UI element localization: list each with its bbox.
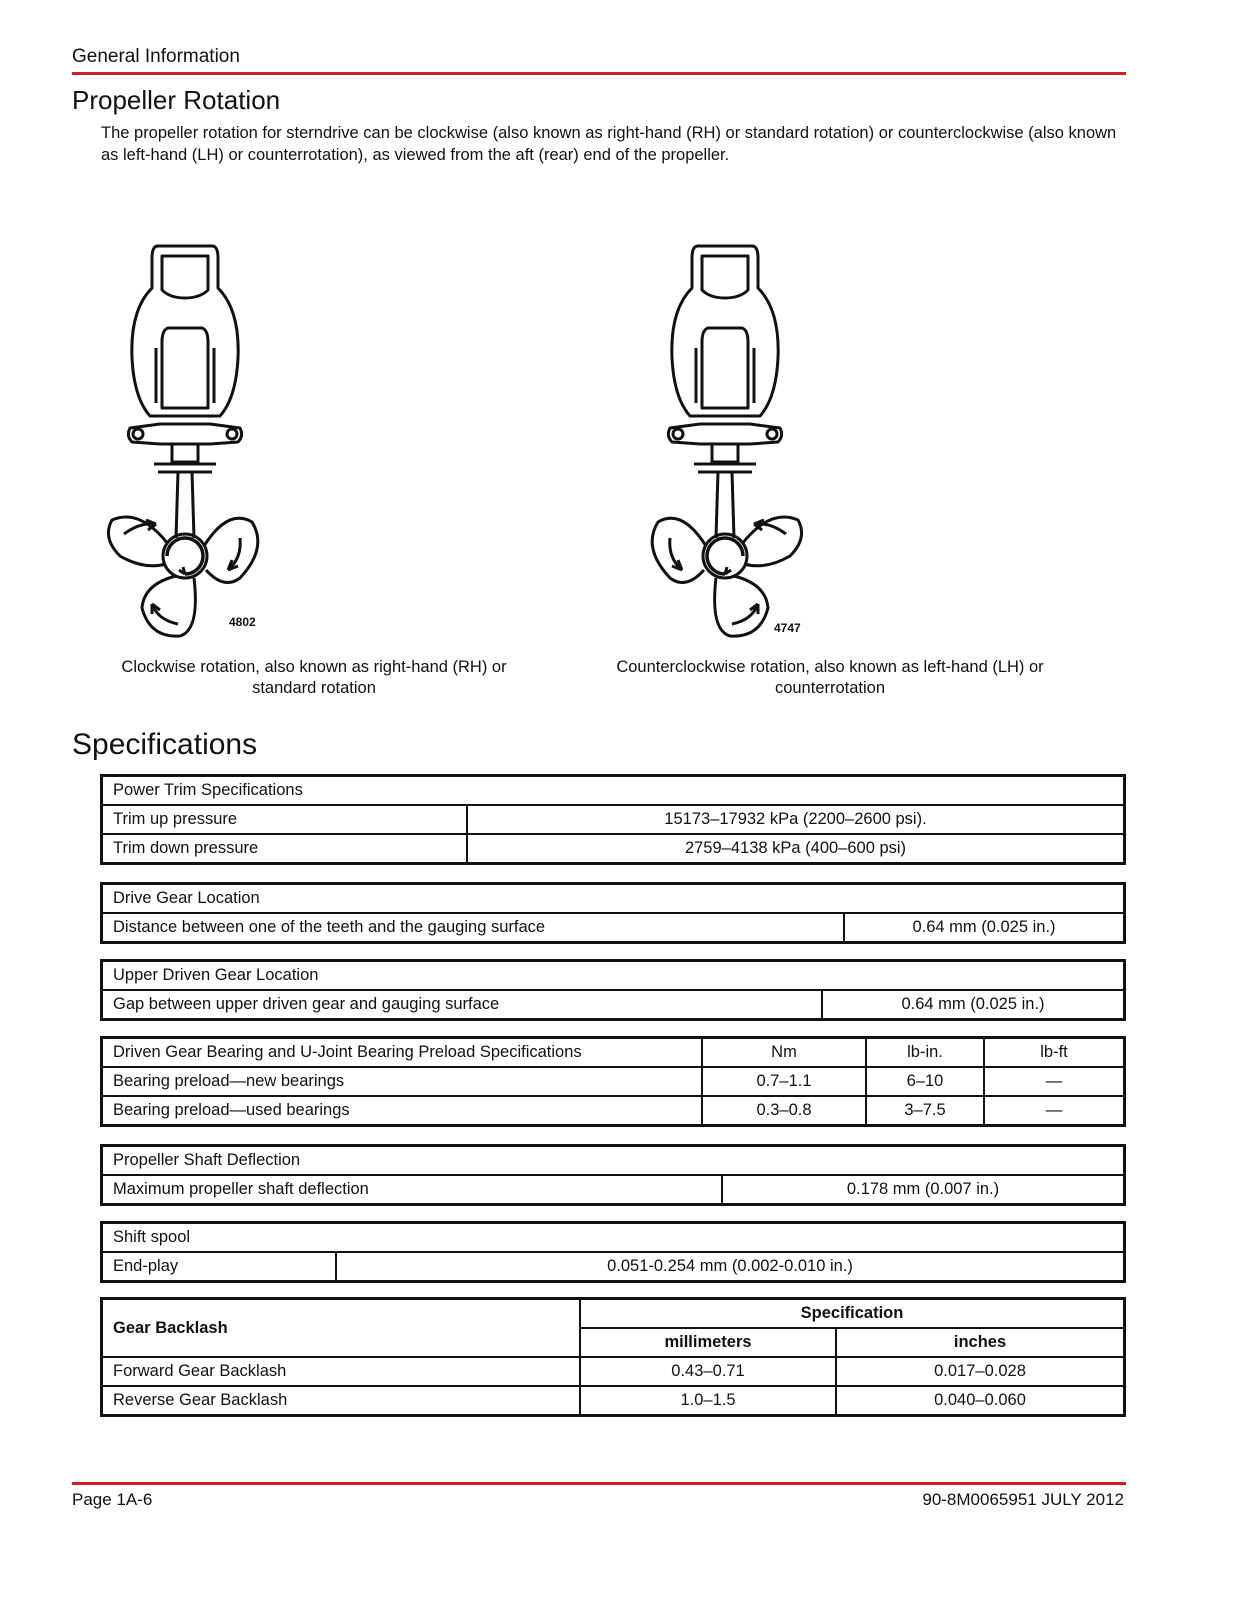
preload-used-lbin: 3–7.5	[866, 1096, 984, 1126]
table-row	[102, 834, 1125, 864]
figure-caption-ccw	[580, 657, 1080, 699]
shaft-value: 0.178 mm (0.007 in.)	[722, 1175, 1125, 1205]
drive-gear-table	[100, 882, 1126, 944]
table-row	[102, 1386, 1125, 1416]
preload-new-label: Bearing preload—new bearings	[102, 1067, 703, 1096]
forward-backlash-label: Forward Gear Backlash	[102, 1357, 581, 1386]
upper-driven-title: Upper Driven Gear Location	[102, 961, 1125, 991]
preload-col-lbin: lb-in.	[866, 1038, 984, 1068]
caption-ccw-line1: Counterclockwise rotation, also known as left-hand (LH) or	[616, 658, 1044, 676]
table-row	[102, 805, 1125, 834]
figure-number-cw: 4802	[229, 615, 256, 629]
trim-up-label: Trim up pressure	[102, 805, 468, 834]
document-id: 90-8M0065951 JULY 2012	[922, 1490, 1124, 1509]
trim-down-value: 2759–4138 kPa (400–600 psi)	[467, 834, 1125, 864]
backlash-col-in: inches	[836, 1328, 1125, 1357]
preload-col-nm: Nm	[702, 1038, 866, 1068]
spool-value: 0.051-0.254 mm (0.002-0.010 in.)	[336, 1252, 1125, 1282]
power-trim-table	[100, 774, 1126, 865]
footer-rule	[72, 1482, 1126, 1485]
clockwise-propeller-figure	[100, 238, 270, 643]
clockwise-drive-illustration	[100, 238, 270, 643]
preload-title: Driven Gear Bearing and U-Joint Bearing Preload Specifications	[102, 1038, 703, 1068]
preload-new-nm: 0.7–1.1	[702, 1067, 866, 1096]
trim-up-value: 15173–17932 kPa (2200–2600 psi).	[467, 805, 1125, 834]
table-row	[102, 1357, 1125, 1386]
shaft-deflection-table	[100, 1144, 1126, 1206]
shaft-title: Propeller Shaft Deflection	[102, 1146, 1125, 1176]
rotation-title: Propeller Rotation	[72, 85, 281, 115]
reverse-backlash-in: 0.040–0.060	[836, 1386, 1125, 1416]
specifications-title: Specifications	[72, 728, 258, 761]
caption-ccw-line2: counterrotation	[774, 679, 886, 697]
page-number: Page 1A-6	[72, 1490, 153, 1509]
table-row	[102, 1252, 1125, 1282]
table-row	[102, 1175, 1125, 1205]
table-row	[102, 1067, 1125, 1096]
table-row	[102, 1096, 1125, 1126]
preload-table	[100, 1036, 1126, 1127]
shift-spool-table	[100, 1221, 1126, 1283]
preload-used-lbft: —	[984, 1096, 1125, 1126]
table-row	[102, 990, 1125, 1020]
spool-label: End-play	[102, 1252, 337, 1282]
backlash-col-mm: millimeters	[580, 1328, 836, 1357]
upper-driven-label: Gap between upper driven gear and gauging surface	[102, 990, 823, 1020]
forward-backlash-mm: 0.43–0.71	[580, 1357, 836, 1386]
caption-cw-line2: standard rotation	[252, 679, 376, 697]
reverse-backlash-mm: 1.0–1.5	[580, 1386, 836, 1416]
backlash-spec-header: Specification	[580, 1299, 1125, 1329]
upper-driven-value: 0.64 mm (0.025 in.)	[822, 990, 1125, 1020]
spool-title: Shift spool	[102, 1223, 1125, 1253]
gear-backlash-table	[100, 1297, 1126, 1417]
figure-caption-cw	[64, 657, 564, 699]
preload-new-lbin: 6–10	[866, 1067, 984, 1096]
caption-cw-line1: Clockwise rotation, also known as right-hand (RH) or	[121, 658, 507, 676]
preload-used-label: Bearing preload—used bearings	[102, 1096, 703, 1126]
rotation-intro: The propeller rotation for sterndrive can be clockwise (also known as right-hand (RH) or standard rotation) or counterclockwise (also known as left-hand (LH) or counterrotation), as viewed from the aft (rear) end of the propeller.	[101, 124, 1117, 164]
power-trim-title: Power Trim Specifications	[102, 776, 1125, 806]
shaft-label: Maximum propeller shaft deflection	[102, 1175, 723, 1205]
trim-down-label: Trim down pressure	[102, 834, 468, 864]
upper-driven-gear-table	[100, 959, 1126, 1021]
counterclockwise-propeller-figure	[640, 238, 810, 643]
counterclockwise-drive-illustration	[640, 238, 810, 643]
drive-gear-label: Distance between one of the teeth and the gauging surface	[102, 913, 845, 943]
drive-gear-title: Drive Gear Location	[102, 884, 1125, 914]
reverse-backlash-label: Reverse Gear Backlash	[102, 1386, 581, 1416]
preload-new-lbft: —	[984, 1067, 1125, 1096]
figure-number-ccw: 4747	[774, 621, 801, 635]
preload-used-nm: 0.3–0.8	[702, 1096, 866, 1126]
header-rule	[72, 72, 1126, 75]
backlash-title: Gear Backlash	[102, 1299, 581, 1358]
drive-gear-value: 0.64 mm (0.025 in.)	[844, 913, 1125, 943]
section-header: General Information	[72, 46, 240, 67]
forward-backlash-in: 0.017–0.028	[836, 1357, 1125, 1386]
table-row	[102, 913, 1125, 943]
preload-col-lbft: lb-ft	[984, 1038, 1125, 1068]
